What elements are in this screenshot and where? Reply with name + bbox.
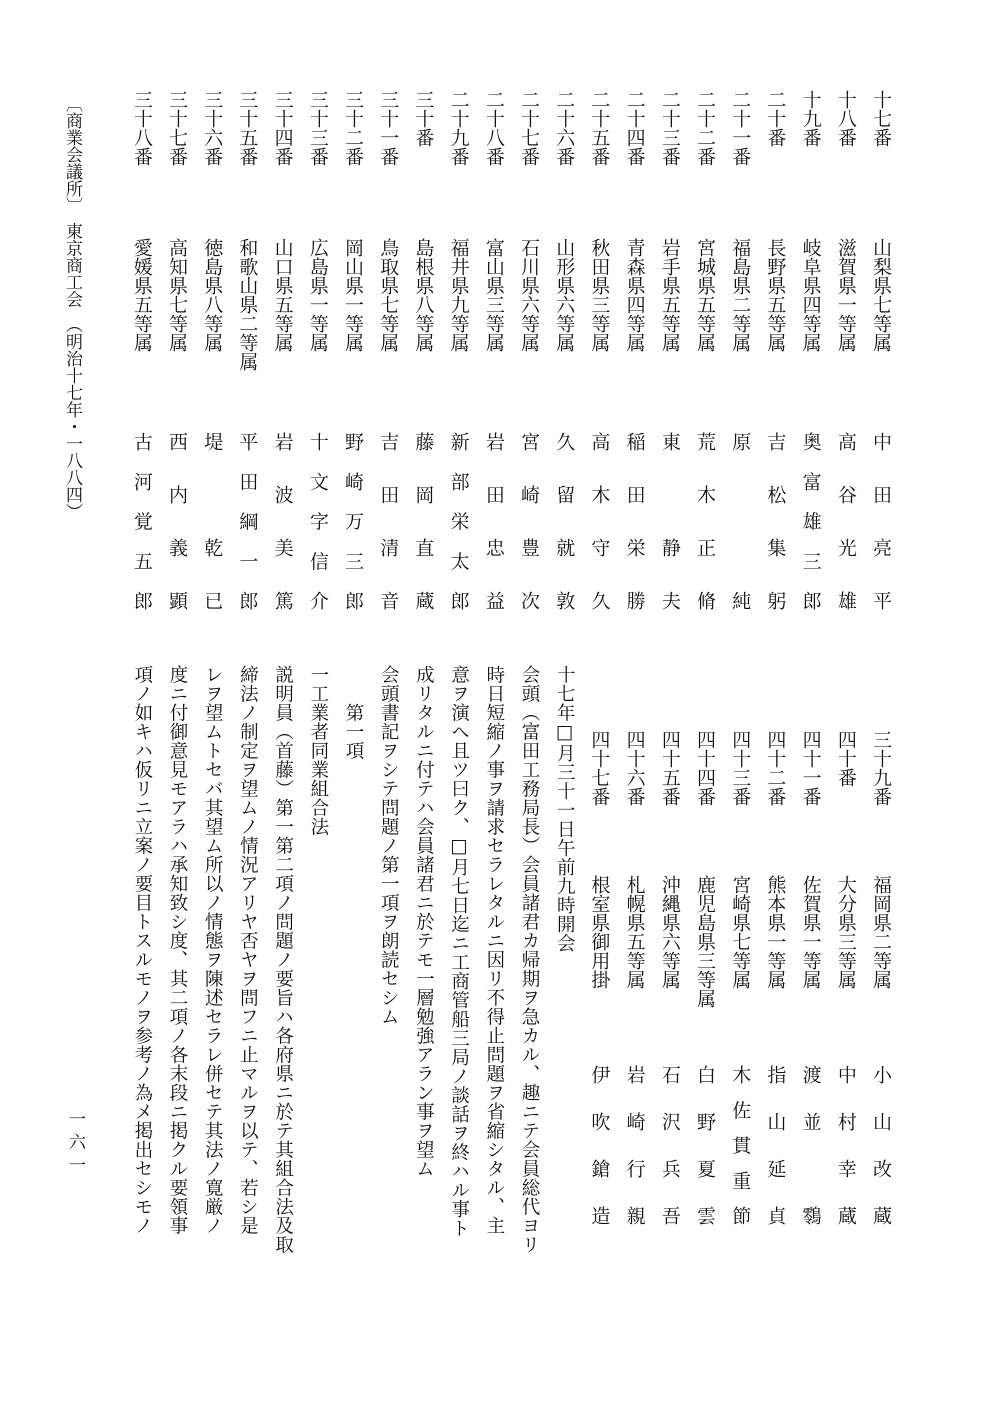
roster-pref: 広島県一等属 bbox=[306, 238, 329, 352]
roster-num: 三十番 bbox=[412, 90, 435, 147]
roster-num: 二十四番 bbox=[623, 90, 646, 166]
roster-name: 吉田清音 bbox=[377, 432, 400, 610]
roster-row bbox=[125, 90, 159, 610]
roster-row bbox=[758, 665, 792, 1225]
roster-row bbox=[758, 90, 792, 610]
roster-num: 三十六番 bbox=[201, 90, 224, 166]
roster-pref: 札幌県五等属 bbox=[623, 875, 646, 989]
roster-num: 三十八番 bbox=[130, 90, 153, 166]
roster-row bbox=[371, 90, 405, 610]
roster-name: 岩田忠益 bbox=[482, 432, 505, 610]
roster-row bbox=[829, 665, 863, 1225]
roster-row bbox=[230, 90, 264, 610]
roster-name: 東 静夫 bbox=[658, 432, 681, 610]
roster-name: 荒木正脩 bbox=[694, 432, 716, 610]
roster-num: 四十七番 bbox=[588, 730, 611, 806]
roster-row bbox=[794, 90, 828, 610]
roster-row bbox=[794, 665, 828, 1225]
roster-num: 三十二番 bbox=[342, 90, 364, 166]
roster-num: 四十四番 bbox=[694, 730, 716, 806]
roster-name: 野崎万三郎 bbox=[342, 432, 364, 610]
roster-pref: 福島県二等属 bbox=[729, 238, 752, 352]
roster-pref: 根室県御用掛 bbox=[588, 875, 611, 989]
member-roster-upper bbox=[98, 90, 898, 610]
roster-row bbox=[406, 90, 440, 610]
roster-name: 稲田栄勝 bbox=[623, 432, 646, 610]
text-line: 項ノ如キハ仮リニ立案ノ要目トスルモノヲ参考ノ為メ掲出セシモノ bbox=[131, 665, 153, 1235]
roster-row bbox=[512, 90, 546, 610]
roster-pref: 岡山県一等属 bbox=[342, 238, 364, 352]
roster-row bbox=[864, 665, 898, 1225]
roster-name: 西内義顕 bbox=[166, 432, 188, 610]
roster-pref: 長野県五等属 bbox=[764, 238, 787, 352]
roster-num: 二十六番 bbox=[553, 90, 576, 166]
roster-pref: 岩手県五等属 bbox=[658, 238, 681, 352]
roster-row bbox=[266, 90, 300, 610]
roster-pref: 鳥取県七等属 bbox=[377, 238, 400, 352]
roster-num: 二十一番 bbox=[729, 90, 752, 166]
roster-pref: 高知県七等属 bbox=[166, 238, 188, 352]
roster-pref: 徳島県八等属 bbox=[201, 238, 224, 352]
roster-pref: 大分県三等属 bbox=[834, 875, 857, 989]
roster-name: 高木守久 bbox=[588, 432, 611, 610]
roster-name: 吉松集躬 bbox=[764, 432, 787, 610]
roster-pref: 山口県五等属 bbox=[271, 238, 294, 352]
roster-num: 三十五番 bbox=[236, 90, 259, 166]
roster-name: 平田綱一郎 bbox=[236, 432, 259, 610]
roster-name: 石沢兵吾 bbox=[658, 1065, 681, 1225]
roster-num: 三十四番 bbox=[271, 90, 294, 166]
roster-name: 十文字信介 bbox=[306, 432, 329, 610]
roster-pref: 富山県三等属 bbox=[482, 238, 505, 352]
roster-num: 十八番 bbox=[834, 90, 857, 147]
roster-num: 二十九番 bbox=[447, 90, 470, 166]
text-line: 度ニ付御意見モアラハ承知致シ度、其二項ノ各末段ニ掲クル要領事 bbox=[167, 665, 188, 1235]
roster-name: 中田亮平 bbox=[870, 432, 892, 610]
roster-row bbox=[582, 665, 616, 1225]
roster-pref: 石川県六等属 bbox=[518, 238, 540, 352]
roster-num: 四十六番 bbox=[623, 730, 646, 806]
roster-name: 宮崎豊次 bbox=[518, 432, 540, 610]
roster-name: 藤岡直蔵 bbox=[412, 432, 435, 610]
roster-name: 木佐貫重節 bbox=[729, 1065, 752, 1225]
roster-num: 四十三番 bbox=[729, 730, 752, 806]
roster-num: 三十九番 bbox=[870, 730, 892, 806]
text-line: 説明員（首藤）第一第二項ノ問題ノ要旨ハ各府県ニ於テ其組合法及取 bbox=[272, 665, 294, 1254]
text-line: 時日短縮ノ事ヲ請求セラレタルニ因リ不得止問題ヲ省縮シタル、主 bbox=[483, 665, 505, 1235]
roster-name: 岩波美篤 bbox=[271, 432, 294, 610]
roster-num: 三十三番 bbox=[306, 90, 329, 166]
roster-name: 堤 乾已 bbox=[201, 432, 224, 610]
text-line: レヲ望ムトセバ其望ム所以ノ情態ヲ陳述セラレ併セテ其法ノ寛厳ノ bbox=[202, 665, 224, 1235]
roster-pref: 宮崎県七等属 bbox=[729, 875, 752, 989]
roster-name: 高谷光雄 bbox=[834, 432, 857, 610]
roster-pref: 岐阜県四等属 bbox=[799, 238, 822, 352]
roster-row bbox=[160, 90, 194, 610]
text-line: 第一項 bbox=[343, 665, 364, 760]
roster-row bbox=[618, 665, 652, 1225]
roster-name: 奥富雄三郎 bbox=[799, 432, 822, 610]
roster-row bbox=[336, 90, 370, 610]
roster-pref: 熊本県一等属 bbox=[764, 875, 787, 989]
roster-row bbox=[582, 90, 616, 610]
roster-row bbox=[547, 90, 581, 610]
page-number: 一六一 bbox=[65, 1110, 85, 1179]
roster-name: 伊吹鎗造 bbox=[588, 1065, 611, 1225]
roster-num: 四十一番 bbox=[799, 730, 822, 806]
roster-num: 四十番 bbox=[834, 730, 857, 787]
text-line: 十七年□月三十一日午前九時開会 bbox=[554, 665, 576, 953]
roster-row bbox=[688, 665, 722, 1225]
roster-num: 二十二番 bbox=[694, 90, 716, 166]
roster-pref: 山梨県七等属 bbox=[870, 238, 892, 352]
roster-row bbox=[688, 90, 722, 610]
roster-name: 指山延貞 bbox=[764, 1065, 787, 1225]
roster-name: 渡並 䴇 bbox=[799, 1065, 822, 1225]
roster-row bbox=[723, 90, 757, 610]
roster-pref: 和歌山県二等属 bbox=[236, 238, 259, 371]
roster-row bbox=[723, 665, 757, 1225]
text-line: 締法ノ制定ヲ望ムノ情況アリヤ否ヤヲ問フニ止マルヲ以テ、若シ是 bbox=[237, 665, 259, 1235]
roster-row bbox=[301, 90, 335, 610]
roster-num: 二十番 bbox=[764, 90, 787, 147]
roster-row bbox=[195, 90, 229, 610]
roster-num: 十九番 bbox=[799, 90, 822, 147]
text-line: 成リタルニ付テハ会員諸君ニ於テモ一層勉強アラン事ヲ望ム bbox=[413, 665, 435, 1178]
roster-name: 原 純 bbox=[729, 432, 752, 610]
roster-pref: 島根県八等属 bbox=[412, 238, 435, 352]
roster-pref: 鹿児島県三等属 bbox=[694, 875, 716, 1008]
roster-pref: 福井県九等属 bbox=[447, 238, 470, 352]
roster-pref: 山形県六等属 bbox=[553, 238, 576, 352]
roster-pref: 宮城県五等属 bbox=[694, 238, 716, 352]
text-line: 一工業者同業組合法 bbox=[307, 665, 329, 836]
roster-num: 三十七番 bbox=[166, 90, 188, 166]
roster-num: 二十五番 bbox=[588, 90, 611, 166]
roster-row bbox=[829, 90, 863, 610]
roster-pref: 佐賀県一等属 bbox=[799, 875, 822, 989]
text-line: 会頭書記ヲシテ問題ノ第一項ヲ朗読セシム bbox=[378, 665, 400, 1026]
roster-pref: 青森県四等属 bbox=[623, 238, 646, 352]
roster-row bbox=[618, 90, 652, 610]
roster-name: 中村幸蔵 bbox=[834, 1065, 857, 1225]
roster-num: 二十三番 bbox=[658, 90, 681, 166]
roster-pref: 愛媛県五等属 bbox=[130, 238, 153, 352]
roster-num: 二十七番 bbox=[518, 90, 540, 166]
roster-name: 古河覚五郎 bbox=[130, 432, 153, 610]
roster-num: 三十一番 bbox=[377, 90, 400, 166]
roster-row bbox=[477, 90, 511, 610]
roster-name: 岩崎行親 bbox=[623, 1065, 646, 1225]
roster-name: 久留就敦 bbox=[553, 432, 576, 610]
roster-row bbox=[864, 90, 898, 610]
source-caption: 〔商業会議所〕 東京商工会 （明治十七年・一八八四） bbox=[62, 95, 82, 520]
roster-name: 小山改蔵 bbox=[870, 1065, 892, 1225]
roster-row bbox=[442, 90, 476, 610]
text-line: 会頭（富田工務局長）会員諸君カ帰期ヲ急カル、趣ニテ会員総代ヨリ bbox=[519, 665, 540, 1254]
roster-num: 二十八番 bbox=[482, 90, 505, 166]
roster-num: 四十二番 bbox=[764, 730, 787, 806]
roster-num: 四十五番 bbox=[658, 730, 681, 806]
roster-row bbox=[653, 90, 687, 610]
lower-block bbox=[98, 665, 898, 1325]
roster-pref: 沖縄県六等属 bbox=[658, 875, 681, 989]
roster-row bbox=[653, 665, 687, 1225]
roster-pref: 秋田県三等属 bbox=[588, 238, 611, 352]
roster-pref: 滋賀県一等属 bbox=[834, 238, 857, 352]
roster-name: 白野夏雲 bbox=[694, 1065, 716, 1225]
roster-pref: 福岡県二等属 bbox=[870, 875, 892, 989]
roster-num: 十七番 bbox=[870, 90, 892, 147]
text-line: 意ヲ演へ且ツ曰ク、□月七日迄ニ工商管船三局ノ談話ヲ終ハル事ト bbox=[448, 665, 470, 1238]
roster-name: 新部栄太郎 bbox=[447, 432, 470, 610]
